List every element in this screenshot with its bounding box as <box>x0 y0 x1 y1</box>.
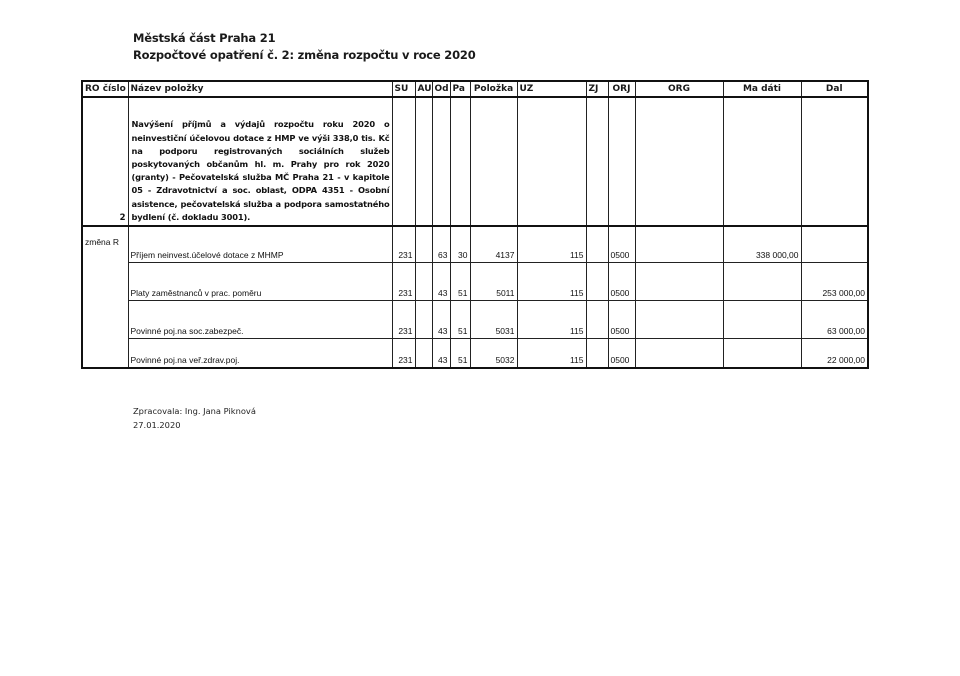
uz: 115 <box>517 339 586 369</box>
org <box>635 263 723 301</box>
item-name: Povinné poj.na soc.zabezpeč. <box>128 301 392 339</box>
polozka: 5011 <box>470 263 517 301</box>
col-header-orj: ORJ <box>608 81 635 97</box>
ro-change-cell <box>82 226 128 368</box>
polozka: 5032 <box>470 339 517 369</box>
col-header-au: AU <box>415 81 432 97</box>
table-header-row <box>82 81 868 97</box>
ma-dati <box>723 339 801 369</box>
pa: 51 <box>450 263 470 301</box>
zj <box>586 226 608 263</box>
col-header-ma-dati: Ma dáti <box>723 81 801 97</box>
uz: 115 <box>517 226 586 263</box>
ma-dati: 338 000,00 <box>723 226 801 263</box>
su: 231 <box>392 339 415 369</box>
dal: 22 000,00 <box>801 339 868 369</box>
col-header-org: ORG <box>635 81 723 97</box>
od: 43 <box>432 339 450 369</box>
org <box>635 301 723 339</box>
au <box>415 226 432 263</box>
budget-table <box>81 80 869 369</box>
col-header-ro: RO číslo <box>82 81 128 97</box>
document-title: Rozpočtové opatření č. 2: změna rozpočtu v roce 2020 <box>133 48 476 62</box>
su: 231 <box>392 263 415 301</box>
au <box>415 301 432 339</box>
zj <box>586 301 608 339</box>
col-header-zj: ZJ <box>586 81 608 97</box>
col-header-dal: Dal <box>801 81 868 97</box>
su: 231 <box>392 226 415 263</box>
table-row <box>82 263 868 301</box>
pa: 51 <box>450 301 470 339</box>
org <box>635 226 723 263</box>
uz: 115 <box>517 263 586 301</box>
uz: 115 <box>517 301 586 339</box>
ro-change-label: změna R <box>85 237 120 247</box>
table-row <box>82 226 868 263</box>
polozka: 5031 <box>470 301 517 339</box>
col-header-polozka: Položka <box>470 81 517 97</box>
col-header-uz: UZ <box>517 81 586 97</box>
measure-number: 2 <box>82 97 128 226</box>
au <box>415 339 432 369</box>
item-name: Platy zaměstnanců v prac. poměru <box>128 263 392 301</box>
col-header-od: Od <box>432 81 450 97</box>
dal: 63 000,00 <box>801 301 868 339</box>
item-name: Povinné poj.na veř.zdrav.poj. <box>128 339 392 369</box>
item-name: Příjem neinvest.účelové dotace z MHMP <box>128 226 392 263</box>
measure-description-row <box>82 97 868 226</box>
org <box>635 339 723 369</box>
pa: 30 <box>450 226 470 263</box>
pa: 51 <box>450 339 470 369</box>
dal <box>801 226 868 263</box>
od: 43 <box>432 263 450 301</box>
col-header-pa: Pa <box>450 81 470 97</box>
su: 231 <box>392 301 415 339</box>
measure-description: Navýšení příjmů a výdajů rozpočtu roku 2020 o neinvestiční účelovou dotace z HMP ve výši 338,0 tis. Kč na podporu registrovaných sociálních služeb poskytovaných občanům hl. m. Prahy pro rok 2020 (granty) - Pečovatelská služba MČ Praha 21 - v kapitole 05 - Zdravotnictví a soc. oblast, ODPA 4351 - Osobní asistence, pečovatelská služba a podpora samostatného bydlení (č. dokladu 3001). <box>128 97 392 226</box>
od: 43 <box>432 301 450 339</box>
dal: 253 000,00 <box>801 263 868 301</box>
col-header-su: SU <box>392 81 415 97</box>
prepared-by: Zpracovala: Ing. Jana Piknová <box>133 406 256 416</box>
zj <box>586 263 608 301</box>
orj: 0500 <box>608 301 635 339</box>
municipality-title: Městská část Praha 21 <box>133 31 276 45</box>
ma-dati <box>723 263 801 301</box>
orj: 0500 <box>608 226 635 263</box>
table-row <box>82 301 868 339</box>
document-date: 27.01.2020 <box>133 420 181 430</box>
od: 63 <box>432 226 450 263</box>
orj: 0500 <box>608 263 635 301</box>
col-header-name: Název položky <box>128 81 392 97</box>
ma-dati <box>723 301 801 339</box>
table-row <box>82 339 868 369</box>
zj <box>586 339 608 369</box>
orj: 0500 <box>608 339 635 369</box>
polozka: 4137 <box>470 226 517 263</box>
au <box>415 263 432 301</box>
